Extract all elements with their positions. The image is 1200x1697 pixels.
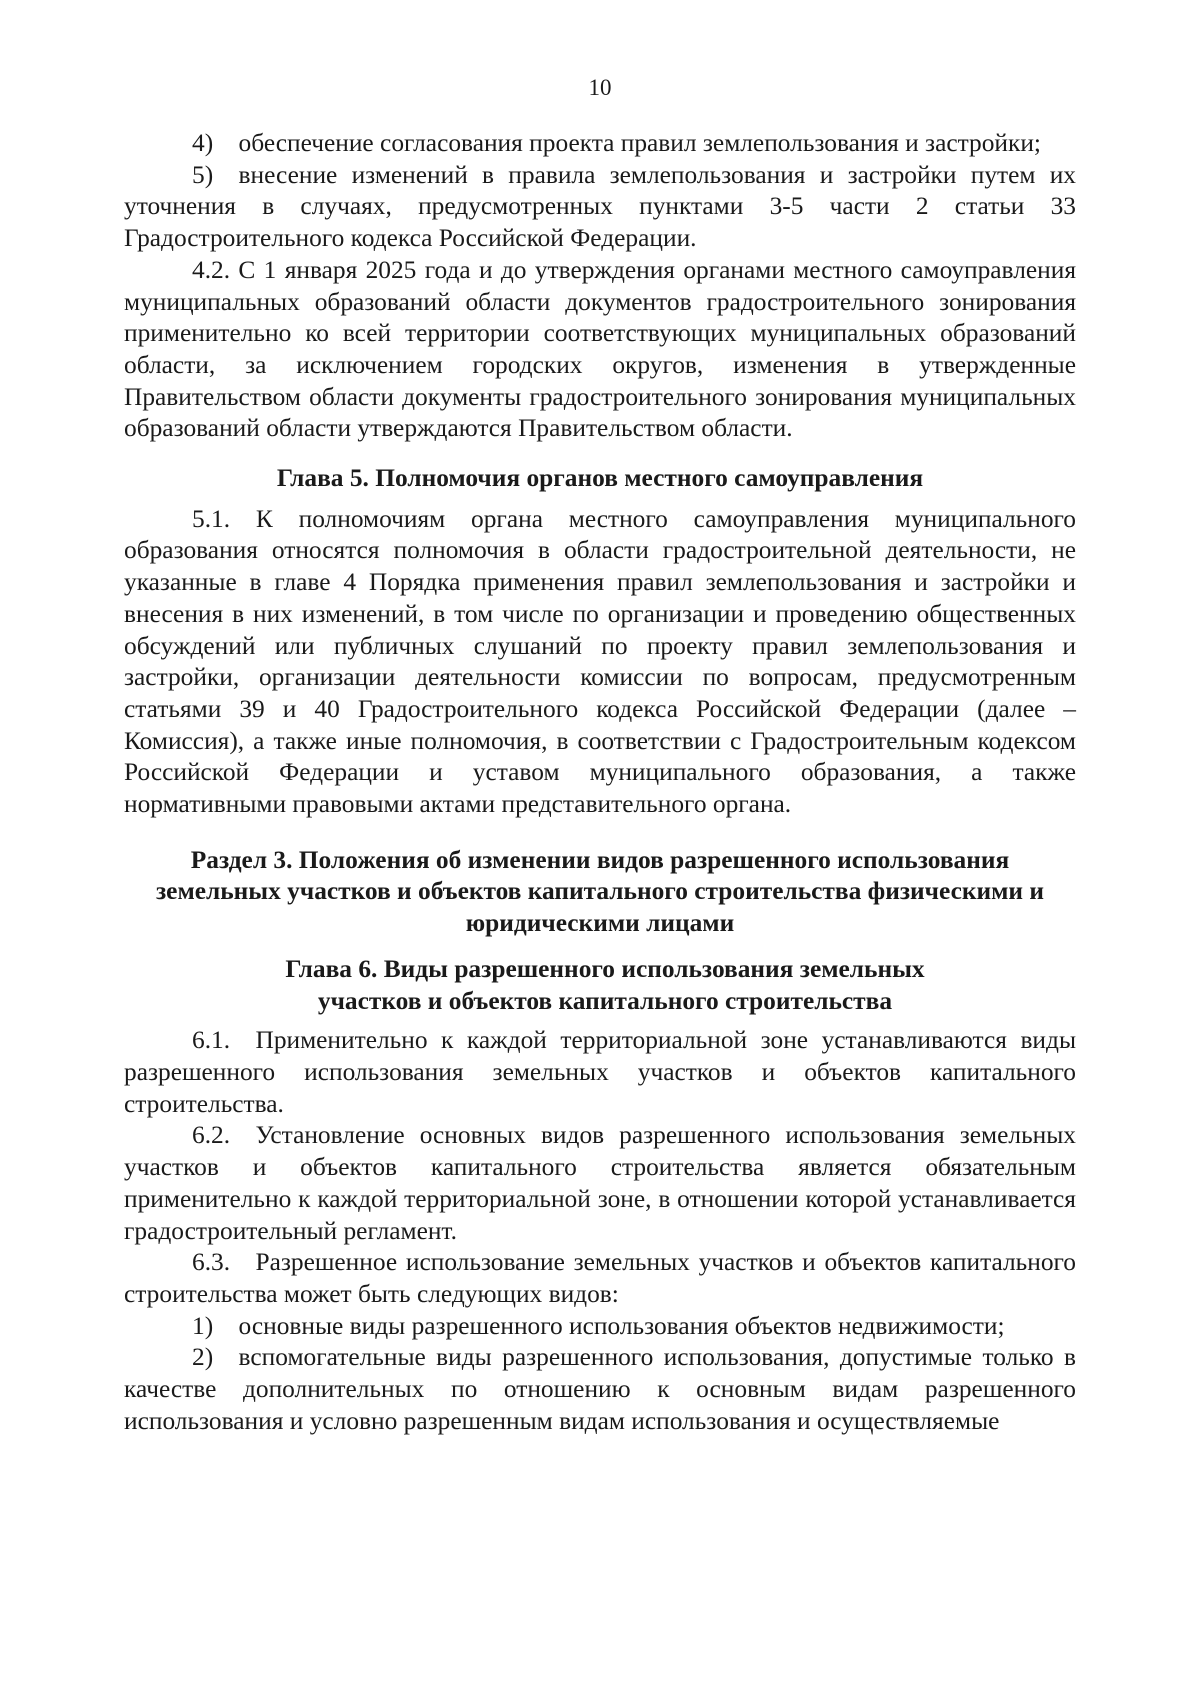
paragraph-4-1-4: 4) обеспечение согласования проекта правил землепользования и застройки;: [192, 129, 1041, 157]
paragraph-4-1-5: 5) внесение изменений в правила землепользования и застройки путем их уточнения в случаях, предусмотренных пунктами 3-5 части 2 статьи 33 Градостроительного кодекса Российской Федерации.: [124, 160, 1076, 253]
paragraph-6-3-1: 1) основные виды разрешенного использования объектов недвижимости;: [192, 1311, 1005, 1340]
chapter-6-heading: Глава 6. Виды разрешенного использования земельных участков и объектов капитального строительства: [285, 954, 925, 1015]
paragraph-5-1: 5.1. К полномочиям органа местного самоуправления муниципального образования относятся полномочия в области градостроительной деятельности, не указанные в главе 4 Порядка применения правил землепользования и застройки и внесения в них изменений, в том числе по организации и проведению общественных обсуждений или публичных слушаний по проекту правил землепользования и застройки, организации деятельности комиссии по вопросам, предусмотренным статьями 39 и 40 Градостроительного кодекса Российской Федерации (далее – Комиссия), а также иные полномочия, в соответствии с Градостроительным кодексом Российской Федерации и уставом муниципального образования, а также нормативными правовыми актами представительного органа.: [124, 504, 1076, 819]
paragraph-6-3: 6.3. Разрешенное использование земельных участков и объектов капитального строительства может быть следующих видов:: [124, 1248, 1076, 1308]
paragraph-6-2: 6.2. Установление основных видов разрешенного использования земельных участков и объектов капитального строительства является обязательным применительно к каждой территориальной зоне, в отношении которой устанавливается градостроительный регламент.: [124, 1121, 1076, 1245]
document-body: [124, 128, 1076, 1437]
section-3-heading: Раздел 3. Положения об изменении видов разрешенного использования земельных участков и объектов капитального строительства физическими и юридическими лицами: [155, 845, 1045, 938]
paragraph-4-2: 4.2. С 1 января 2025 года и до утверждения органами местного самоуправления муниципальных образований области документов градостроительного зонирования применительно ко всей территории соответствующих муниципальных образований области, за исключением городских округов, изменения в утвержденные Правительством области документы градостроительного зонирования муниципальных образований области утверждаются Правительством области.: [124, 255, 1076, 443]
chapter-5-heading: Глава 5. Полномочия органов местного самоуправления: [276, 464, 924, 493]
paragraph-6-3-2: 2) вспомогательные виды разрешенного использования, допустимые только в качестве дополнительных по отношению к основным видам разрешенного использования и условно разрешенным видам использования и осуществляемые: [124, 1343, 1076, 1435]
page-number: 10: [588, 75, 612, 100]
paragraph-6-1: 6.1. Применительно к каждой территориальной зоне устанавливаются виды разрешенного использования земельных участков и объектов капитального строительства.: [124, 1026, 1076, 1118]
